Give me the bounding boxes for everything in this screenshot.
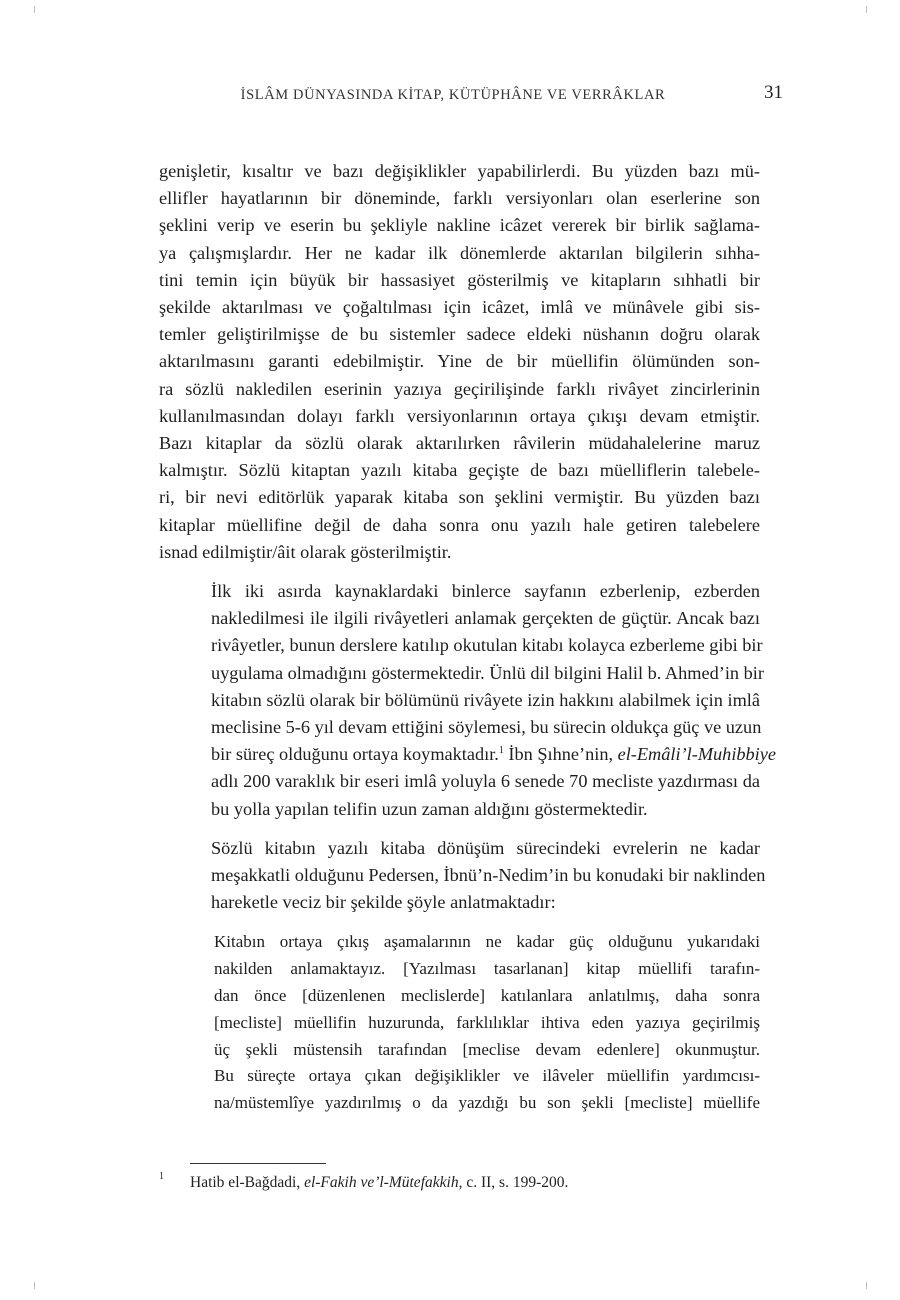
footnote-citation: , c. II, s. 199-200. [458, 1174, 569, 1191]
text-line: kullanılmasından dolayı farklı versiyonlarının ortaya çıkışı devam etmiştir. [159, 405, 760, 426]
text-line: hareketle veciz bir şekilde şöyle anlatmaktadır: [211, 892, 556, 913]
block-quote [214, 929, 760, 1117]
text-line: şeklini verip ve eserin bu şekliyle nakline icâzet vererek bir birlik sağlama- [159, 215, 760, 236]
text-line: Bazı kitaplar da sözlü olarak aktarılırken râvilerin müdahalelerine maruz [159, 433, 760, 454]
text-line-with-footnote [159, 741, 776, 768]
body-text [159, 158, 776, 1117]
text-line: kitaplar müellifine değil de daha sonra onu yazılı hale getiren talebelere [159, 514, 760, 535]
paragraph-2 [159, 578, 776, 823]
text-line: meclisine 5-6 yıl devam ettiğini söylemesi, bu sürecin oldukça güç ve uzun [211, 717, 762, 738]
text-line: tini temin için büyük bir hassasiyet gösterilmiş ve kitapların sıhhatli bir [159, 269, 760, 290]
text-line: rivâyetler, bunun derslere katılıp okutulan kitabı kolayca ezberleme gibi bir [211, 635, 763, 656]
quote-line: dan önce [düzenlenen meclislerde] katılanlara anlatılmış, daha sonra [214, 986, 760, 1006]
text-line: ra sözlü nakledilen eserinin yazıya geçirilişinde farklı rivâyet zincirlerinin [159, 378, 760, 399]
paragraph-3 [159, 835, 766, 917]
footnote-author: Hatib el-Bağdadi, [190, 1174, 305, 1191]
text-line: nakledilmesi ile ilgili rivâyetleri anlamak gerçekten de güçtür. Ancak bazı [211, 608, 760, 629]
running-title: İSLÂM DÜNYASINDA KİTAP, KÜTÜPHÂNE VE VERRÂKLAR [240, 87, 666, 103]
text-line: ellifler hayatlarının bir döneminde, farklı versiyonları olan eserlerine son [159, 188, 760, 209]
page-number: 31 [764, 82, 783, 103]
text-line: adlı 200 varaklık bir eseri imlâ yoluyla 6 senede 70 mecliste yazdırması da [211, 771, 760, 792]
text-line: meşakkatli olduğunu Pedersen, İbnü’n-Nedim’in bu konudaki bir naklinden [211, 865, 766, 886]
footnote-divider [190, 1163, 326, 1164]
crop-mark-top-right [866, 6, 876, 16]
text-segment: İbn Şıhne’nin, [503, 744, 618, 765]
crop-mark-bottom-right [866, 1282, 876, 1292]
quote-line: [mecliste] müellifin huzurunda, farklılıklar ihtiva eden yazıya geçirilmiş [214, 1012, 760, 1032]
footnote-number: 1 [159, 1171, 164, 1182]
footnote-text [190, 1174, 568, 1192]
text-line: Sözlü kitabın yazılı kitaba dönüşüm sürecindeki evrelerin ne kadar [211, 837, 760, 858]
text-line: İlk iki asırda kaynaklardaki binlerce sayfanın ezberlenip, ezberden [211, 581, 760, 602]
text-segment: bir süreç olduğunu ortaya koymaktadır. [211, 744, 499, 765]
quote-line: Bu süreçte ortaya çıkan değişiklikler ve ilâveler müellifin yardımcısı- [214, 1066, 760, 1086]
italic-title: el-Emâli’l-Muhibbiye [617, 744, 776, 765]
text-line: isnad edilmiştir/âit olarak gösterilmiştir. [159, 541, 452, 562]
text-line: şekilde aktarılması ve çoğaltılması için icâzet, imlâ ve münâvele gibi sis- [159, 297, 760, 318]
footnote-title: el-Fakih ve’l-Mütefakkih [304, 1174, 459, 1191]
paragraph-1 [159, 158, 760, 566]
text-line: ri, bir nevi editörlük yaparak kitaba son şeklini vermiştir. Bu yüzden bazı [159, 487, 760, 508]
text-line: uygulama olmadığını göstermektedir. Ünlü dil bilgini Halil b. Ahmed’in bir [211, 662, 764, 683]
quote-line: nakilden anlamaktayız. [Yazılması tasarlanan] kitap müellifi tarafın- [214, 959, 760, 979]
text-line: temler geliştirilmişse de bu sistemler sadece eldeki nüshanın doğru olarak [159, 324, 760, 345]
crop-mark-top-left [34, 6, 44, 16]
text-line: aktarılmasını garanti edebilmiştir. Yine de bir müellifin ölümünden son- [159, 351, 760, 372]
quote-line: Kitabın ortaya çıkış aşamalarının ne kadar güç olduğunu yukarıdaki [214, 932, 760, 952]
text-line: genişletir, kısaltır ve bazı değişiklikler yapabilirlerdi. Bu yüzden bazı mü- [159, 161, 760, 181]
text-line: kalmıştır. Sözlü kitaptan yazılı kitaba geçişte de bazı müelliflerin talebele- [159, 460, 760, 481]
crop-mark-bottom-left [34, 1282, 44, 1292]
text-line: bu yolla yapılan telifin uzun zaman aldığını göstermektedir. [211, 798, 648, 819]
footnote-reference[interactable]: 1 [498, 745, 504, 757]
text-line: ya çalışmışlardır. Her ne kadar ilk dönemlerde aktarılan bilgilerin sıhha- [159, 242, 760, 263]
quote-line: na/müstemlîye yazdırılmış o da yazdığı bu son şekli [mecliste] müellife [214, 1093, 760, 1113]
quote-line: üç şekli müstensih tarafından [meclise devam edenlere] okunmuştur. [214, 1039, 760, 1059]
text-line: kitabın sözlü olarak bir bölümünü rivâyete izin hakkını alabilmek için imlâ [211, 689, 760, 710]
